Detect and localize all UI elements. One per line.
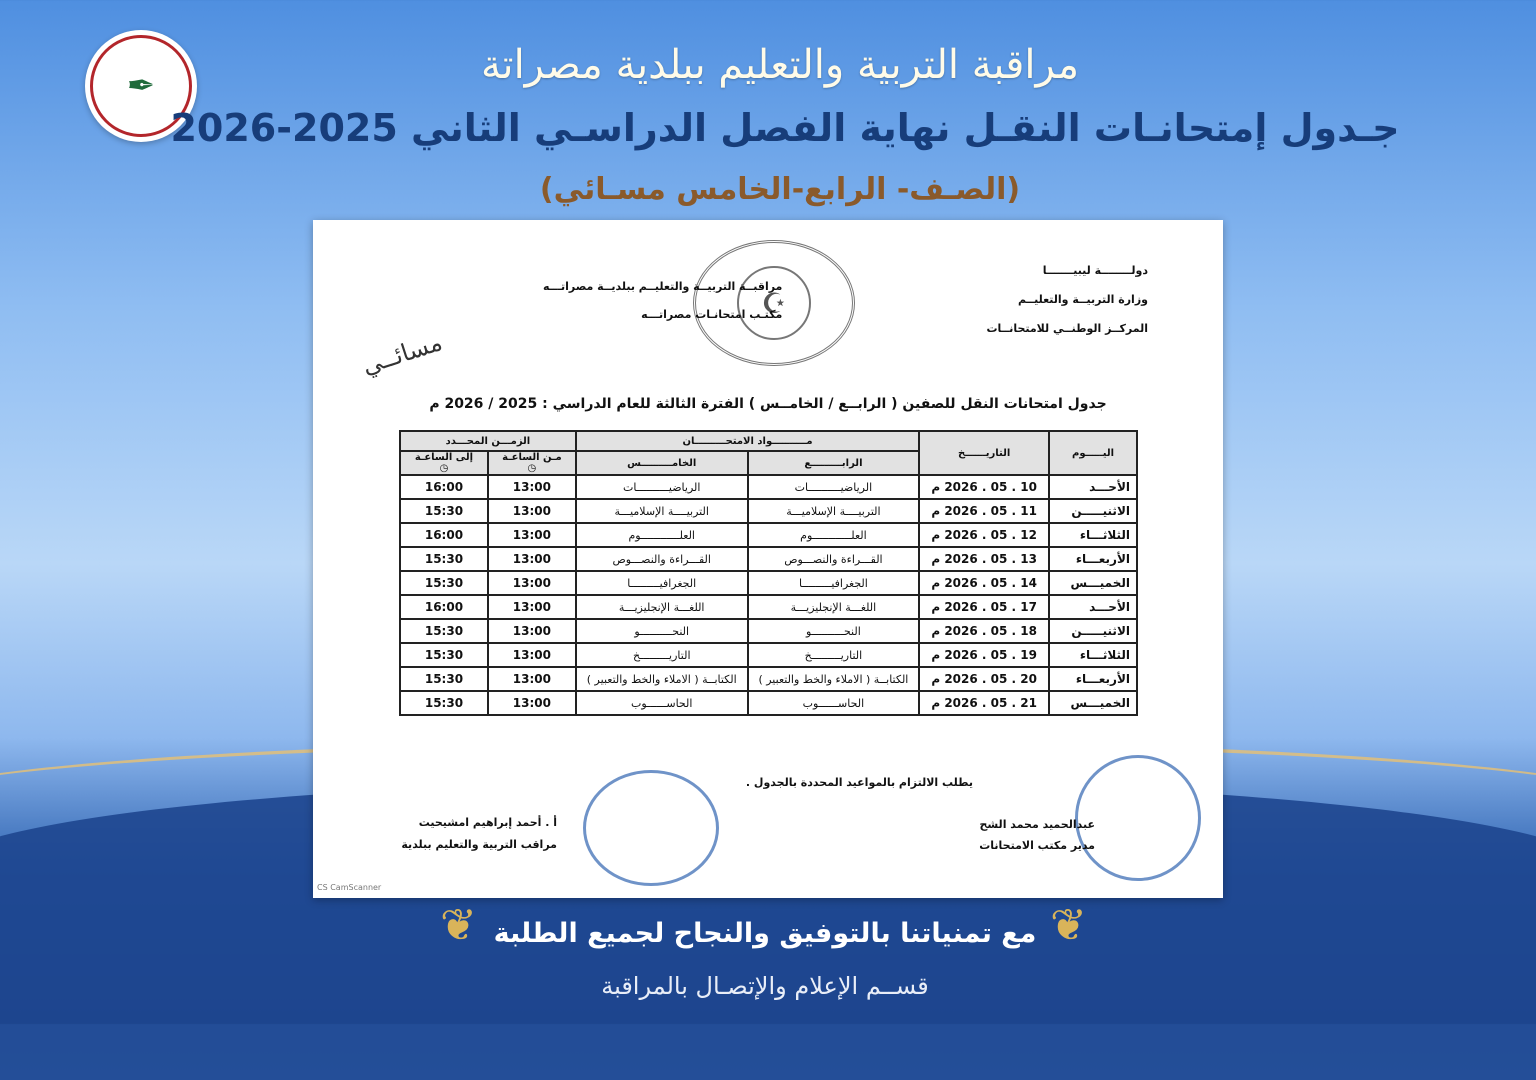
- cell-fifth: اللغـــة الإنجليزيـــة: [576, 595, 748, 619]
- header-line: دولــــــــة ليبيـــــــا: [1042, 264, 1148, 277]
- cell-fifth: الجغرافيـــــــــا: [576, 571, 748, 595]
- cell-day: الأربعـــاء: [1049, 547, 1137, 571]
- table-row: [400, 595, 1137, 619]
- cell-fourth: التاريـــــــــخ: [748, 643, 920, 667]
- cell-day: الخميـــس: [1049, 571, 1137, 595]
- cell-to: 15:30: [400, 619, 488, 643]
- cell-day: الثلاثـــاء: [1049, 523, 1137, 547]
- table-row: [400, 475, 1137, 499]
- cell-date: 10 . 05 . 2026 م: [919, 475, 1049, 499]
- cell-to: 16:00: [400, 523, 488, 547]
- cell-to: 16:00: [400, 595, 488, 619]
- cell-day: الخميـــس: [1049, 691, 1137, 715]
- cell-from: 13:00: [488, 691, 576, 715]
- cell-date: 13 . 05 . 2026 م: [919, 547, 1049, 571]
- cell-fifth: الرياضيــــــــــات: [576, 475, 748, 499]
- clock-icon: ◷: [527, 463, 537, 474]
- cell-to: 15:30: [400, 571, 488, 595]
- col-subjects: مــــــــــواد الامتحـــــــــان: [576, 431, 919, 451]
- cell-fourth: الجغرافيـــــــــا: [748, 571, 920, 595]
- scanned-document: [313, 220, 1223, 898]
- cell-fifth: الحاســــــوب: [576, 691, 748, 715]
- cell-from: 13:00: [488, 619, 576, 643]
- table-row: [400, 667, 1137, 691]
- handwritten-evening-note: مسائــي: [358, 327, 446, 381]
- cell-to: 16:00: [400, 475, 488, 499]
- table-row: [400, 547, 1137, 571]
- header-line: مكتـب امتحانـات مصراتـــه: [641, 308, 783, 321]
- cell-to: 15:30: [400, 643, 488, 667]
- exam-schedule-table: [399, 430, 1138, 716]
- col-time: الزمـــن المحـــدد: [400, 431, 576, 451]
- cell-to: 15:30: [400, 499, 488, 523]
- grade-subtitle: (الصـف- الرابع-الخامس مسـائي): [539, 172, 1021, 207]
- table-row: [400, 643, 1137, 667]
- signer-name: أ . أحمد إبراهيم امشيحيت: [418, 816, 557, 829]
- cell-date: 21 . 05 . 2026 م: [919, 691, 1049, 715]
- col-date: التاريــــــخ: [919, 431, 1049, 475]
- cell-date: 12 . 05 . 2026 م: [919, 523, 1049, 547]
- cell-from: 13:00: [488, 523, 576, 547]
- col-to: إلى الساعـة ◷: [400, 451, 488, 475]
- table-row: [400, 523, 1137, 547]
- cell-from: 13:00: [488, 643, 576, 667]
- cell-to: 15:30: [400, 667, 488, 691]
- cell-day: الأحـــد: [1049, 595, 1137, 619]
- cell-date: 20 . 05 . 2026 م: [919, 667, 1049, 691]
- laurel-right-icon: ❦: [1050, 900, 1087, 951]
- header-line: وزارة التربيــة والتعليــم: [1017, 293, 1148, 306]
- cell-date: 19 . 05 . 2026 م: [919, 643, 1049, 667]
- cell-fifth: الكتابــة ( الاملاء والخط والتعبير ): [576, 667, 748, 691]
- cell-date: 18 . 05 . 2026 م: [919, 619, 1049, 643]
- good-luck-message: مع تمنياتنا بالتوفيق والنجاح لجميع الطلبة: [493, 918, 1037, 949]
- cell-date: 11 . 05 . 2026 م: [919, 499, 1049, 523]
- document-title: جدول امتحانات النقل للصفين ( الرابــع / الخامــس ) الفترة الثالثة للعام الدراسي : 2025 / 2026 م: [429, 396, 1107, 412]
- cell-from: 13:00: [488, 595, 576, 619]
- instructions-note: يطلب الالتزام بالمواعيد المحددة بالجدول .: [745, 776, 973, 789]
- cell-from: 13:00: [488, 475, 576, 499]
- signer-title: مراقب التربية والتعليم ببلدية: [401, 838, 557, 851]
- cell-fifth: العلــــــــــــوم: [576, 523, 748, 547]
- header-line: المركــز الوطنــي للامتحانــات: [986, 322, 1148, 335]
- cell-day: الأحـــد: [1049, 475, 1137, 499]
- state-header: [986, 256, 1148, 343]
- table-row: [400, 619, 1137, 643]
- table-row: [400, 499, 1137, 523]
- cell-day: الاثنيـــــن: [1049, 499, 1137, 523]
- col-fourth: الرابـــــــــع: [748, 451, 920, 475]
- office-header: [543, 273, 782, 329]
- signer-title: مدير مكتب الامتحانات: [979, 839, 1095, 852]
- laurel-left-icon: ❦: [440, 900, 477, 951]
- cell-date: 17 . 05 . 2026 م: [919, 595, 1049, 619]
- clock-icon: ◷: [439, 463, 449, 474]
- cell-fourth: الرياضيــــــــــات: [748, 475, 920, 499]
- cell-fourth: التربيــــة الإسلاميـــة: [748, 499, 920, 523]
- cell-day: الأربعـــاء: [1049, 667, 1137, 691]
- header-line: مراقبــة التربيــة والتعليــم ببلديــة مصراتـــه: [543, 280, 783, 293]
- signature-exam-director: [979, 814, 1095, 856]
- cell-fifth: التاريـــــــــخ: [576, 643, 748, 667]
- cell-fourth: النحــــــــــو: [748, 619, 920, 643]
- scanner-watermark: CS CamScanner: [317, 883, 382, 892]
- cell-fourth: الكتابــة ( الاملاء والخط والتعبير ): [748, 667, 920, 691]
- cell-fifth: النحــــــــــو: [576, 619, 748, 643]
- col-from: مـن الساعـة ◷: [488, 451, 576, 475]
- official-stamp-icon: [583, 770, 719, 886]
- col-day: اليـــــوم: [1049, 431, 1137, 475]
- cell-fourth: العلــــــــــــوم: [748, 523, 920, 547]
- cell-day: الثلاثـــاء: [1049, 643, 1137, 667]
- media-department: قســم الإعلام والإتصـال بالمراقبة: [601, 972, 929, 1000]
- signer-name: عبدالحميد محمد الشح: [979, 818, 1095, 831]
- cell-fourth: اللغـــة الإنجليزيـــة: [748, 595, 920, 619]
- state-seal-icon: ☪: [693, 240, 855, 366]
- cell-from: 13:00: [488, 667, 576, 691]
- cell-fourth: الحاســــــوب: [748, 691, 920, 715]
- cell-fourth: القـــراءة والنصـــوص: [748, 547, 920, 571]
- office-title: مراقبة التربية والتعليم ببلدية مصراتة: [480, 42, 1079, 88]
- table-row: [400, 571, 1137, 595]
- cell-fifth: التربيــــة الإسلاميـــة: [576, 499, 748, 523]
- book-pen-icon: ✒: [126, 66, 156, 106]
- cell-date: 14 . 05 . 2026 م: [919, 571, 1049, 595]
- cell-fifth: القـــراءة والنصـــوص: [576, 547, 748, 571]
- cell-from: 13:00: [488, 547, 576, 571]
- cell-from: 13:00: [488, 499, 576, 523]
- signature-supervisor: [377, 812, 557, 856]
- cell-to: 15:30: [400, 691, 488, 715]
- table-row: [400, 691, 1137, 715]
- cell-day: الاثنيـــــن: [1049, 619, 1137, 643]
- col-fifth: الخامـــــــــس: [576, 451, 748, 475]
- schedule-title: جـدول إمتحانـات النقـل نهاية الفصل الدراسـي الثاني 2025-2026: [170, 106, 1400, 150]
- cell-to: 15:30: [400, 547, 488, 571]
- cell-from: 13:00: [488, 571, 576, 595]
